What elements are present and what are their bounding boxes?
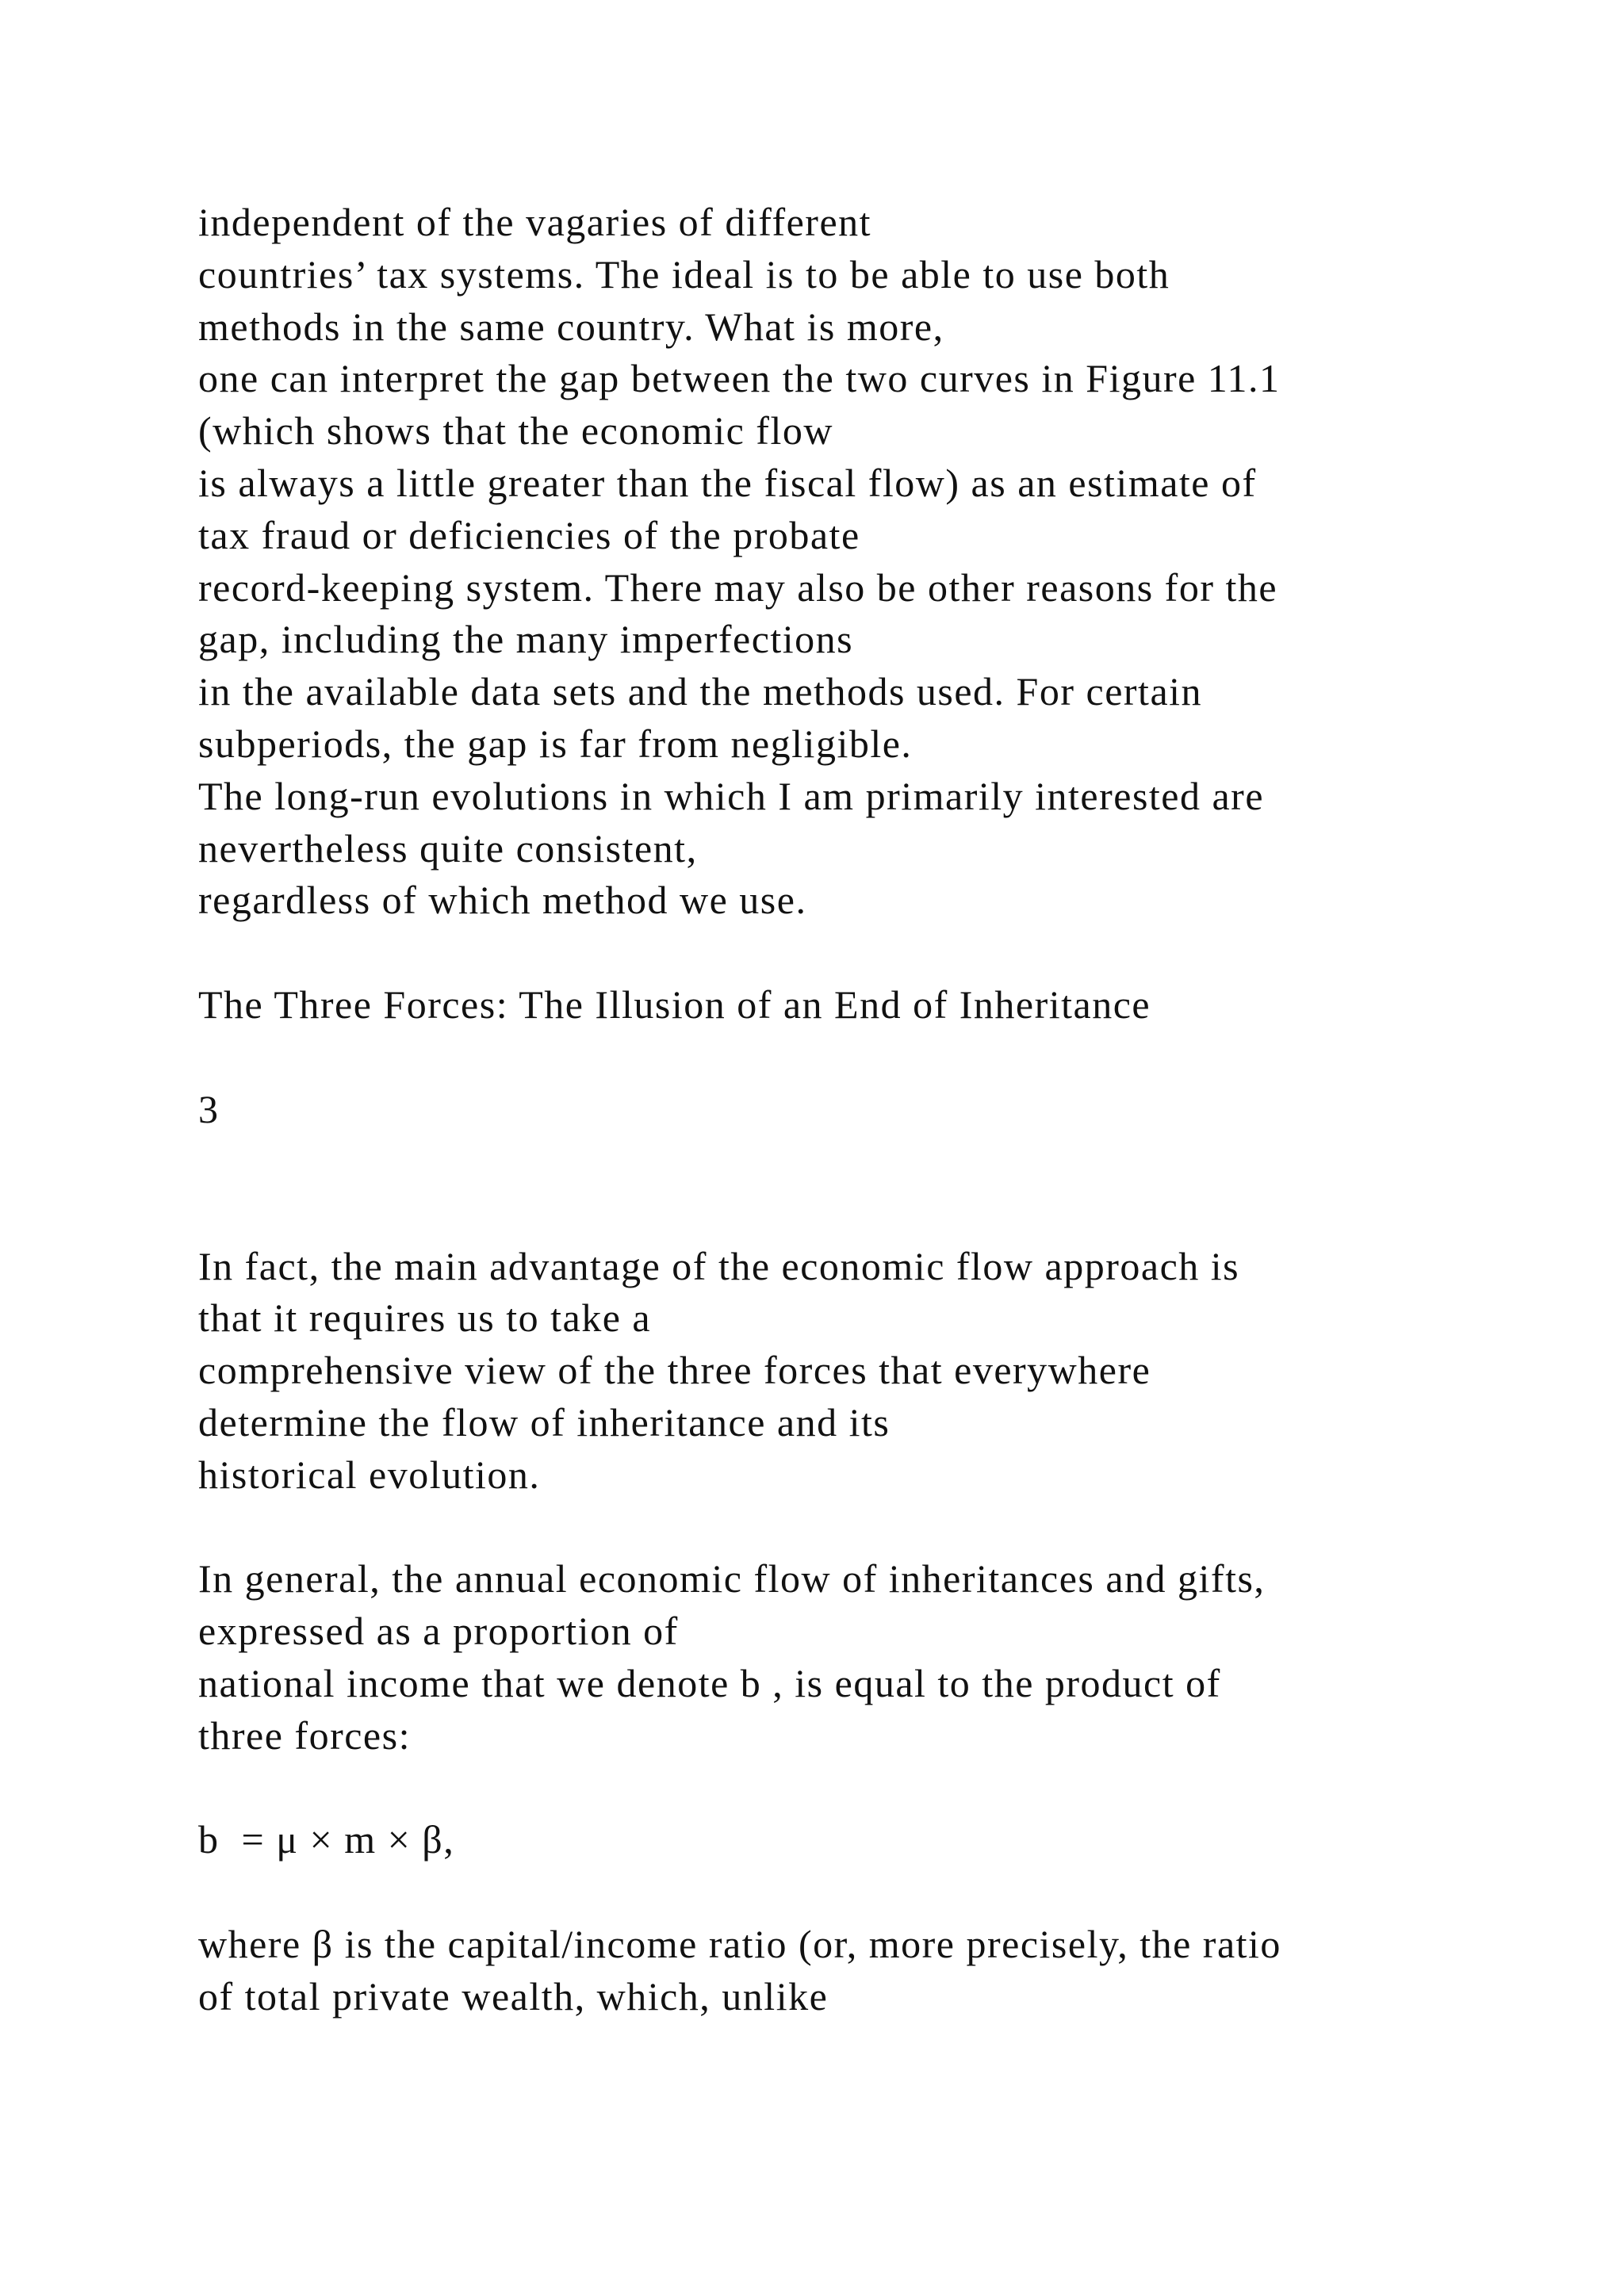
text-line: record-keeping system. There may also be other reasons for the	[198, 564, 1278, 610]
text-line: independent of the vagaries of different	[198, 200, 872, 244]
paragraph-economic-flow-advantage	[198, 1241, 1546, 1502]
text-line: national income that we denote b , is equal to the product of	[198, 1660, 1221, 1705]
text-line: where β is the capital/income ratio (or, more precisely, the ratio	[198, 1921, 1281, 1966]
text-line: methods in the same country. What is more,	[198, 304, 944, 349]
text-line: In fact, the main advantage of the economic flow approach is	[198, 1243, 1240, 1288]
text-line: historical evolution.	[198, 1452, 541, 1497]
text-line: countries’ tax systems. The ideal is to be able to use both	[198, 251, 1170, 297]
spacer	[198, 927, 1546, 979]
spacer	[198, 1135, 1546, 1188]
text-line: subperiods, the gap is far from negligible.	[198, 721, 913, 766]
text-line: The long-run evolutions in which I am primarily interested are	[198, 773, 1265, 818]
spacer	[198, 1502, 1546, 1554]
text-line: in the available data sets and the methods used. For certain	[198, 669, 1203, 714]
paragraph-methods-comparison	[198, 197, 1546, 927]
text-line: comprehensive view of the three forces that everywhere	[198, 1348, 1151, 1393]
spacer	[198, 1866, 1546, 1919]
running-header: The Three Forces: The Illusion of an End of Inheritance	[198, 982, 1151, 1027]
text-line: expressed as a proportion of	[198, 1609, 679, 1654]
spacer	[198, 1031, 1546, 1084]
text-line: regardless of which method we use.	[198, 878, 807, 923]
text-line: three forces:	[198, 1712, 411, 1758]
spacer	[198, 1188, 1546, 1240]
text-line: one can interpret the gap between the two curves in Figure 11.1	[198, 356, 1281, 401]
text-line: nevertheless quite consistent,	[198, 825, 698, 871]
text-line: that it requires us to take a	[198, 1295, 652, 1341]
text-line: tax fraud or deficiencies of the probate	[198, 512, 860, 557]
text-line: (which shows that the economic flow	[198, 408, 833, 453]
page-number: 3	[198, 1086, 220, 1131]
text-line: of total private wealth, which, unlike	[198, 1973, 829, 2019]
formula: b = μ × m × β,	[198, 1817, 455, 1862]
text-line: gap, including the many imperfections	[198, 617, 854, 662]
spacer	[198, 1762, 1546, 1815]
paragraph-three-forces	[198, 1553, 1546, 1762]
document-page	[198, 197, 1546, 2022]
paragraph-capital-income-ratio	[198, 1919, 1546, 2023]
text-line: determine the flow of inheritance and its	[198, 1399, 891, 1445]
text-line: is always a little greater than the fiscal flow) as an estimate of	[198, 460, 1257, 505]
text-line: In general, the annual economic flow of inheritances and gifts,	[198, 1556, 1266, 1601]
